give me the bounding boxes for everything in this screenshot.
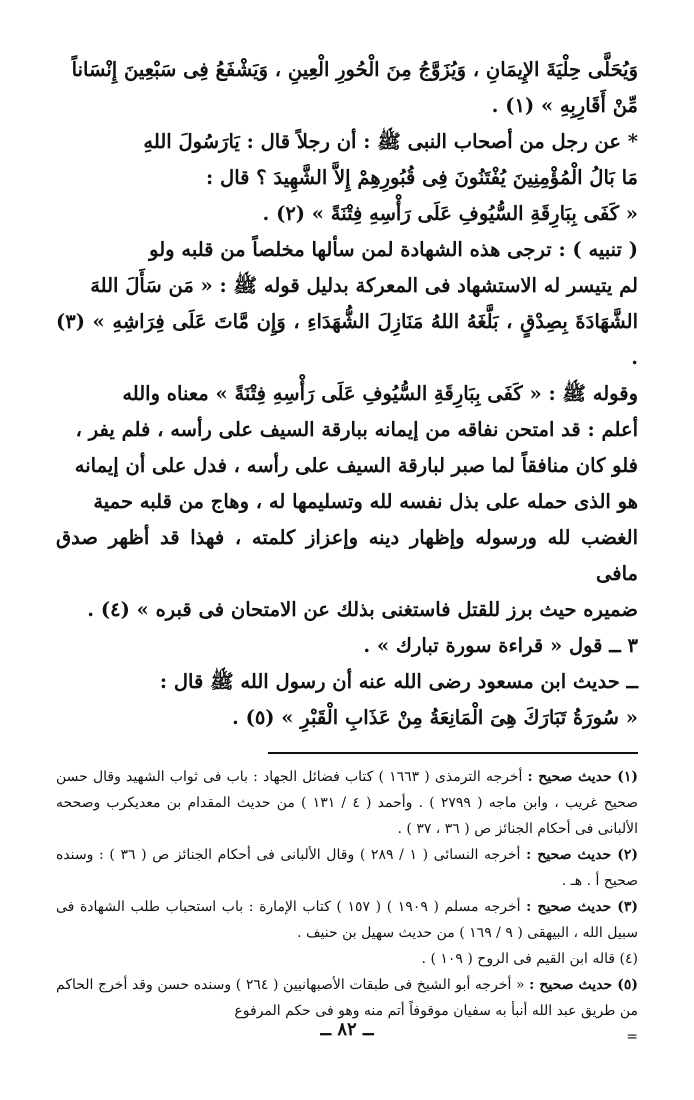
footnote-text: « أخرجه أبو الشيخ فى طبقات الأصبهانيين ( ٢٦٤ ) وسنده حسن وقد أخرج الحاكم من طريق عبد الله أنبأ به سفيان موقوفاً أتم منه وهو فى حكم المرفوع: [56, 977, 638, 1019]
text-line: الغضب لله ورسوله وإظهار دينه وإعزاز كلمته ، فهذا قد أظهر صدق مافى: [56, 526, 638, 585]
text-line: ( تنبيه ) : ترجى هذه الشهادة لمن سألها مخلصاً من قلبه ولو: [149, 238, 638, 261]
footnote: [56, 764, 638, 842]
footnote-text: أخرجه مسلم ( ١٩٠٩ ) ( ١٥٧ ) كتاب الإمارة : باب استحباب طلب الشهادة فى سبيل الله ، البيهقى ( ٩ / ١٦٩ ) من حديث سهيل بن حنيف .: [56, 899, 638, 941]
footnote-text: أخرجه الترمذى ( ١٦٦٣ ) كتاب فضائل الجهاد : باب فى ثواب الشهيد وقال حسن صحيح غريب ، وابن ماجه ( ٢٧٩٩ ) . وأحمد ( ٤ / ١٣١ ) من حديث المقدام بن معديكرب وصححه الألبانى فى أحكام الجنائز ص ( ٣٦ ، ٣٧ ) .: [56, 769, 638, 837]
text-line: وَيُحَلَّى حِلْيَةَ الإِيمَانِ ، وَيُزَوَّجُ مِنَ الْحُورِ الْعِينِ ، وَيَشْفَعُ فِى سَبْعِينَ إِنْسَاناً: [71, 58, 638, 81]
text-line: ــ حديث ابن مسعود رضى الله عنه أن رسول الله ﷺ قال :: [159, 670, 638, 693]
footnote-label: (١) حديث صحيح :: [527, 769, 639, 785]
footnote-text: (٤) قاله ابن القيم فى الروح ( ١٠٩ ) .: [421, 951, 638, 967]
footnote: [56, 842, 638, 894]
text-line: مِّنْ أَقَارِبِهِ » (١) .: [491, 94, 638, 117]
text-line: ضميره حيث برز للقتل فاستغنى بذلك عن الامتحان فى قبره » (٤) .: [87, 598, 638, 621]
section-heading: ٣ ــ قول « قراءة سورة تبارك » .: [363, 634, 638, 657]
footnote-continuation-mark: =: [626, 1029, 638, 1045]
footnote-label: (٥) حديث صحيح :: [529, 977, 638, 993]
footnote: [56, 972, 638, 1024]
footnotes: [56, 764, 638, 1050]
text-line: « كَفَى بِبَارِقَةِ السُّيُوفِ عَلَى رَأْسِهِ فِتْنَةً » (٢) .: [262, 202, 638, 225]
footnote-label: (٣) حديث صحيح :: [526, 899, 639, 915]
text-line: وقوله ﷺ : « كَفَى بِبَارِقَةِ السُّيُوفِ عَلَى رَأْسِهِ فِتْنَةً » معناه والله: [122, 382, 638, 405]
text-line: « سُورَةُ تَبَارَكَ هِىَ الْمَانِعَةُ مِنْ عَذَابِ الْقَبْرِ » (٥) .: [232, 706, 638, 729]
text-line: لم يتيسر له الاستشهاد فى المعركة بدليل قوله ﷺ : « مَن سَأَلَ اللهَ: [90, 274, 638, 297]
text-line: مَا بَالُ الْمُؤْمِنِينَ يُفْتَنُونَ فِى قُبُورِهِمْ إِلاَّ الشَّهِيدَ ؟ قال :: [206, 166, 638, 189]
text-line: هو الذى حمله على بذل نفسه لله وتسليمها له ، وهاج من قلبه حمية: [93, 490, 638, 513]
text-line: * عن رجل من أصحاب النبى ﷺ : أن رجلاً قال : يَارَسُولَ اللهِ: [143, 130, 638, 153]
footnote: [56, 946, 638, 972]
footnote: [56, 894, 638, 946]
text-line: أعلم : قد امتحن نفاقه من إيمانه ببارقة السيف على رأسه ، فلم يفر ،: [75, 418, 638, 441]
page-number: ــ ٨٢ ــ: [320, 1019, 374, 1040]
text-line: فلو كان منافقاً لما صبر لبارقة السيف على رأسه ، فدل على أن إيمانه: [74, 454, 638, 477]
footnote-label: (٢) حديث صحيح :: [526, 847, 638, 863]
main-text: [56, 52, 638, 736]
footnote-text: أخرجه النسائى ( ١ / ٢٨٩ ) وقال الألبانى فى أحكام الجنائز ص ( ٣٦ ) : وسنده صحيح أ . هـ .: [56, 847, 638, 889]
text-line: الشَّهَادَةَ بِصِدْقٍ ، بَلَّغَهُ اللهُ مَنَازِلَ الشُّهَدَاءِ ، وَإِن مَّاتَ عَلَى فِرَاشِهِ » (٣) .: [56, 310, 638, 369]
footnote-divider: [268, 752, 638, 754]
